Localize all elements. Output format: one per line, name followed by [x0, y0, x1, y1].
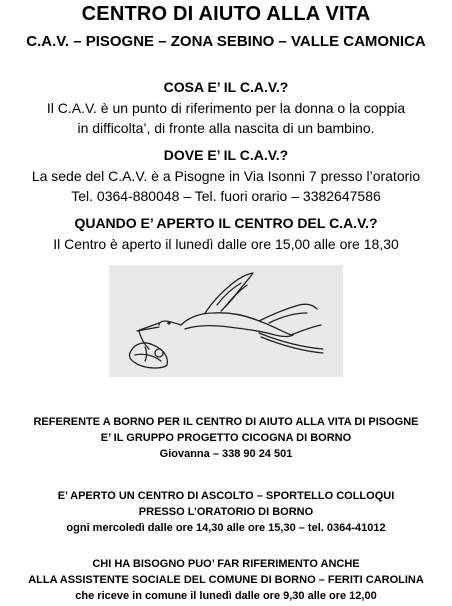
- section-heading-when: QUANDO E’ APERTO IL CENTRO DEL C.A.V.?: [74, 215, 378, 231]
- text-line: Giovanna – 338 90 24 501: [159, 448, 293, 460]
- listening-center-block: [0, 488, 452, 536]
- text-line: che riceve in comune il lunedì dalle ore 9,30 alle ore 12,00: [75, 590, 377, 602]
- text-line: E’ APERTO UN CENTRO DI ASCOLTO – SPORTELLO COLLOQUI: [57, 490, 395, 502]
- text-line: Il C.A.V. è un punto di riferimento per la donna o la coppia: [46, 100, 406, 116]
- section-text-what: [0, 98, 452, 138]
- social-worker-block: [0, 556, 452, 604]
- section-heading-what: COSA E’ IL C.A.V.?: [163, 79, 289, 95]
- text-line: La sede del C.A.V. è a Pisogne in Via Isonni 7 presso l’oratorio: [31, 168, 421, 184]
- text-line: ALLA ASSISTENTE SOCIALE DEL COMUNE DI BORNO – FERITI CAROLINA: [28, 574, 424, 586]
- page-subtitle: C.A.V. – PISOGNE – ZONA SEBINO – VALLE CAMONICA: [26, 33, 426, 50]
- text-line: CHI HA BISOGNO PUO’ FAR RIFERIMENTO ANCHE: [92, 558, 360, 570]
- contact-block-borno: [0, 414, 452, 462]
- text-line: E’ IL GRUPPO PROGETTO CICOGNA DI BORNO: [100, 432, 352, 444]
- page-title: CENTRO DI AIUTO ALLA VITA: [81, 3, 371, 25]
- text-line: Il Centro è aperto il lunedì dalle ore 15,00 alle ore 18,30: [53, 236, 399, 252]
- text-line: REFERENTE A BORNO PER IL CENTRO DI AIUTO ALLA VITA DI PISOGNE: [33, 416, 419, 428]
- stork-icon: [109, 265, 343, 377]
- section-heading-where: DOVE E’ IL C.A.V.?: [163, 147, 289, 163]
- text-line: ogni mercoledì dalle ore 14,30 alle ore 15,30 – tel. 0364-41012: [66, 522, 386, 534]
- text-line: PRESSO L’ORATORIO DI BORNO: [138, 506, 314, 518]
- section-text-where: [0, 166, 452, 206]
- text-line: in difficolta’, di fronte alla nascita di un bambino.: [77, 120, 375, 136]
- section-text-when: [0, 234, 452, 254]
- text-line: Tel. 0364-880048 – Tel. fuori orario – 3382647586: [71, 188, 381, 204]
- stork-illustration: [109, 265, 343, 377]
